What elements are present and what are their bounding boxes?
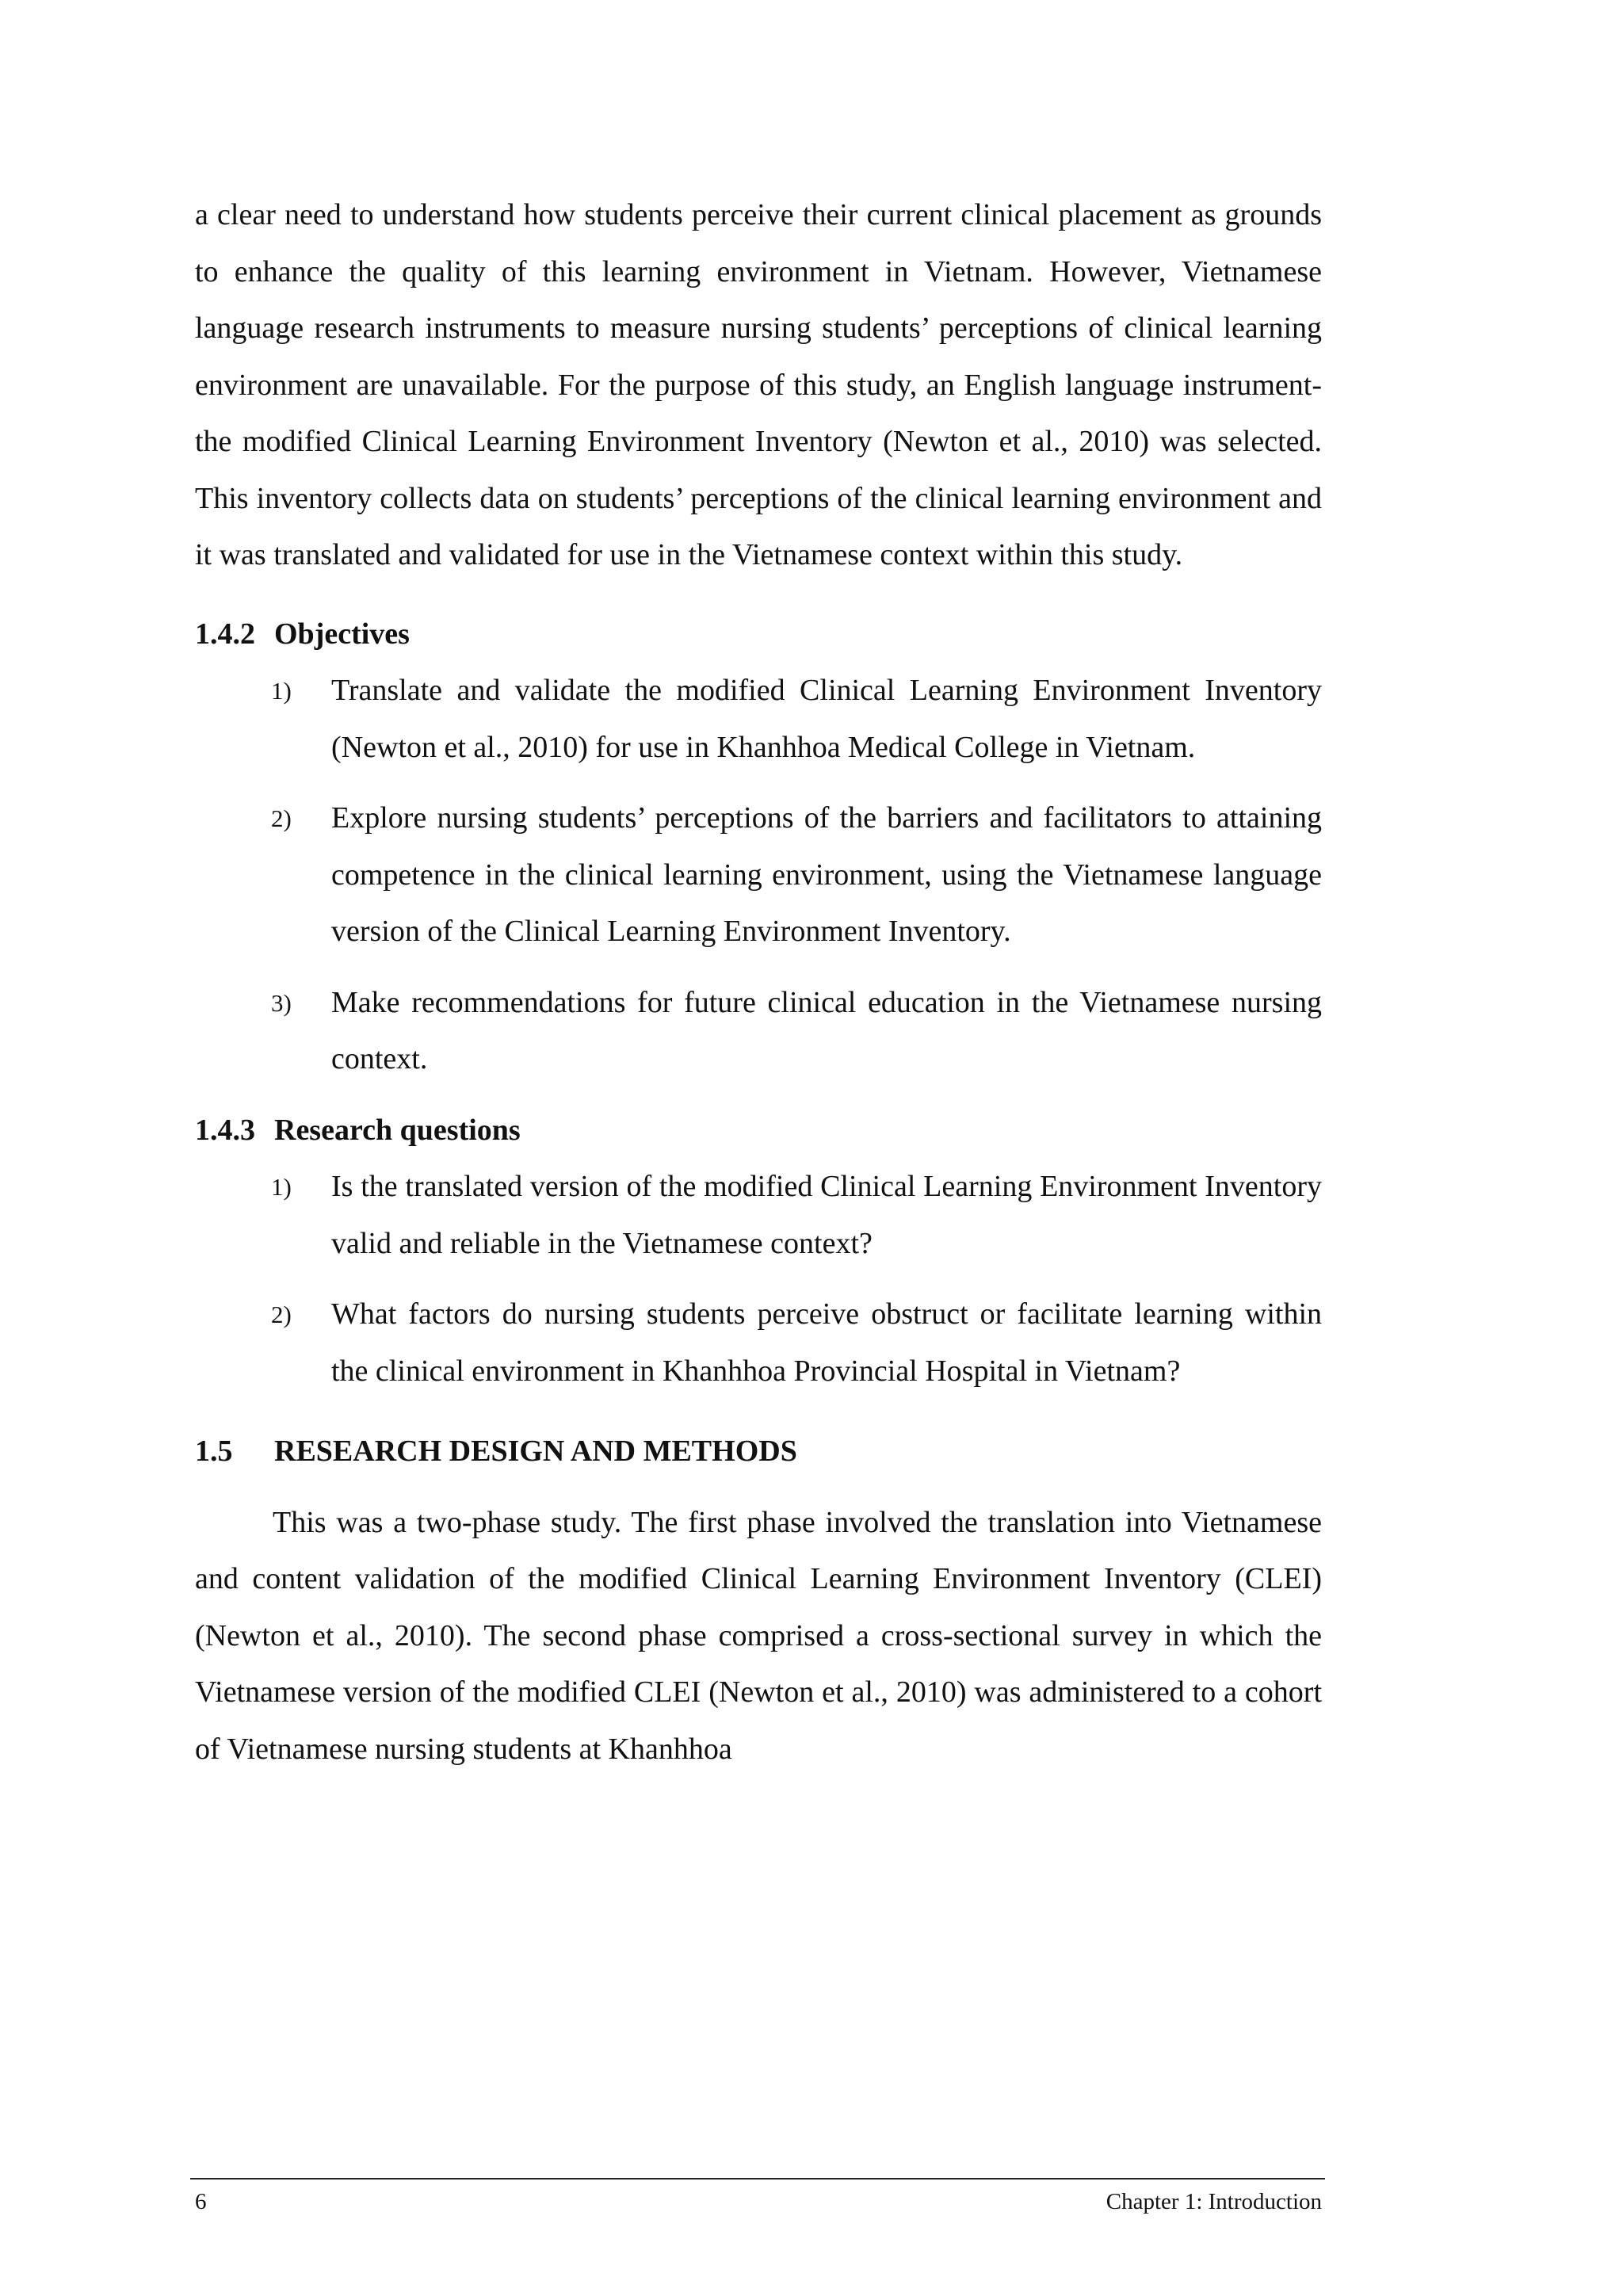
design-section-number: 1.5 [195, 1435, 233, 1468]
objective-text: Translate and validate the modified Clinical Learning Environment Inventory (Newton et al., 2010) for use in Khanhhoa Medical College in Vietnam. [331, 674, 1322, 764]
footer-chapter-title: Chapter 1: Introduction [1106, 2189, 1322, 2214]
design-paragraph: This was a two-phase study. The first phase involved the translation into Vietnamese and content validation of the modified Clinical Learning Environment Inventory (CLEI) (Newton et al., 2010). The second phase comprised a cross-sectional survey in which the Vietnamese version of the modified CLEI (Newton et al., 2010) was administered to a cohort of Vietnamese nursing students at Khanhhoa [195, 1505, 1322, 1766]
footer-page-number: 6 [195, 2189, 207, 2214]
research-question-item [195, 1159, 1322, 1272]
design-section-heading [195, 1423, 1322, 1480]
research-question-number: 1) [271, 1173, 292, 1201]
research-question-text: Is the translated version of the modified Clinical Learning Environment Inventory valid and reliable in the Vietnamese context? [331, 1170, 1322, 1260]
intro-paragraph: a clear need to understand how students perceive their current clinical placement as grounds to enhance the quality of this learning environment in Vietnam. However, Vietnamese language research instruments to measure nursing students’ perceptions of clinical learning environment are unavailable. For the purpose of this study, an English language instrument-the modified Clinical Learning Environment Inventory (Newton et al., 2010) was selected. This inventory collects data on students’ perceptions of the clinical learning environment and it was translated and validated for use in the Vietnamese context within this study. [195, 198, 1322, 571]
objective-item [195, 790, 1322, 961]
objectives-heading-number: 1.4.2 [195, 617, 255, 651]
footer-divider [190, 2178, 1325, 2179]
objective-item [195, 975, 1322, 1088]
objective-text: Make recommendations for future clinical education in the Vietnamese nursing context. [331, 985, 1322, 1075]
research-questions-list [195, 1159, 1322, 1400]
objectives-heading [195, 606, 1322, 663]
research-question-text: What factors do nursing students perceive obstruct or facilitate learning within the clinical environment in Khanhhoa Provincial Hospital in Vietnam? [331, 1297, 1322, 1388]
objective-number: 1) [271, 677, 292, 705]
objective-text: Explore nursing students’ perceptions of the barriers and facilitators to attaining competence in the clinical learning environment, using the Vietnamese language version of the Clinical Learning Environment Inventory. [331, 801, 1322, 948]
research-questions-heading-number: 1.4.3 [195, 1113, 255, 1147]
objectives-heading-title: Objectives [274, 617, 410, 651]
research-questions-heading [195, 1102, 1322, 1159]
objective-number: 2) [271, 804, 292, 832]
research-questions-heading-title: Research questions [274, 1113, 521, 1147]
research-question-item [195, 1286, 1322, 1400]
research-question-number: 2) [271, 1301, 292, 1328]
design-section-title: RESEARCH DESIGN AND METHODS [274, 1435, 797, 1468]
objective-item [195, 663, 1322, 776]
page-body [195, 187, 1322, 1778]
objective-number: 3) [271, 988, 292, 1017]
objectives-list [195, 663, 1322, 1088]
